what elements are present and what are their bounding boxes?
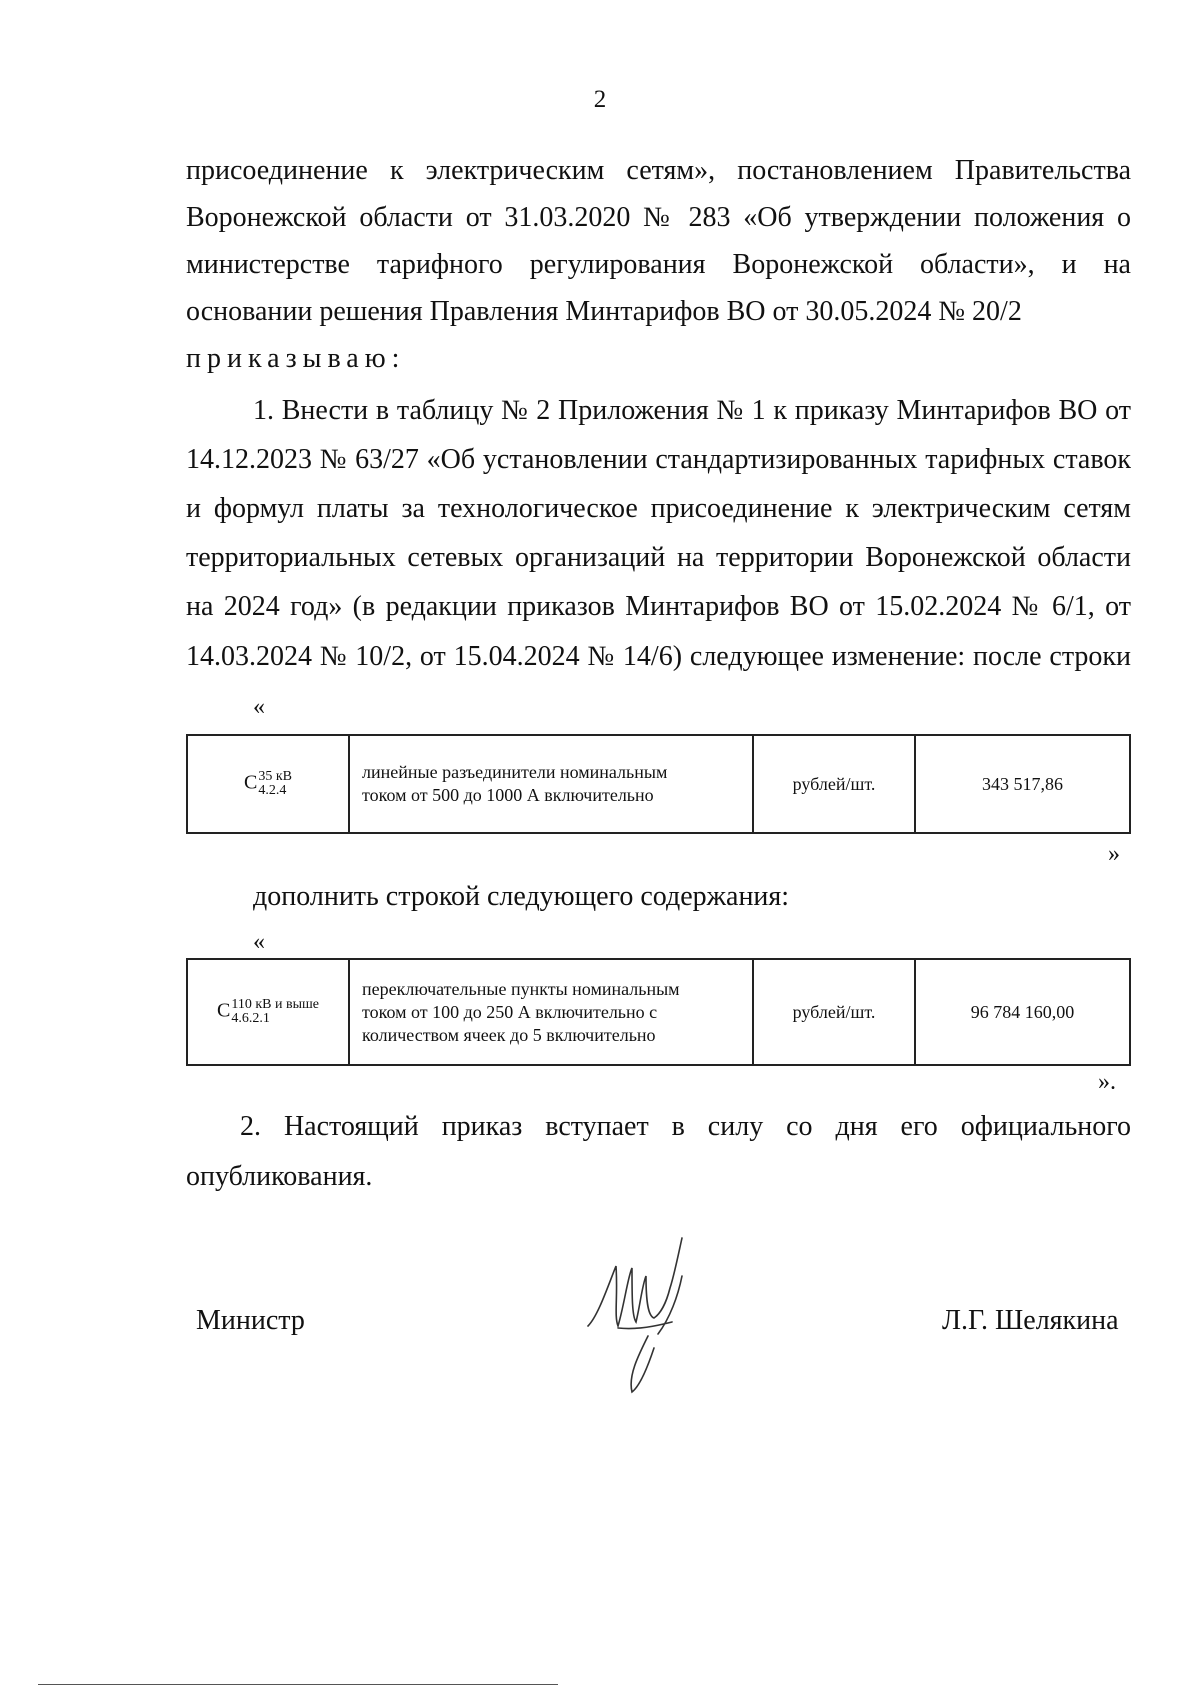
tariff-description [349, 959, 753, 1065]
signatory-name: Л.Г. Шелякина [942, 1305, 1119, 1336]
tariff-code [187, 959, 349, 1065]
item1-line-4: территориальных сетевых организаций на территории Воронежской области [186, 542, 1131, 573]
open-quote-2: « [253, 929, 265, 955]
signatory-title: Министр [196, 1305, 305, 1336]
tariff-unit: рублей/шт. [753, 735, 915, 833]
item1-line-3: и формул платы за технологическое присоединение к электрическим сетям [186, 493, 1131, 524]
item2-line-1: 2. Настоящий приказ вступает в силу со дня его официального [240, 1111, 1131, 1142]
table-row [187, 959, 1130, 1065]
tariff-unit: рублей/шт. [753, 959, 915, 1065]
page-number: 2 [593, 86, 607, 113]
open-quote-1: « [253, 694, 265, 720]
item1-line-6: 14.03.2024 № 10/2, от 15.04.2024 № 14/6) следующее изменение: после строки [186, 641, 1131, 672]
intro-line-2: Воронежской области от 31.03.2020 № 283 «Об утверждении положения о [186, 202, 1131, 233]
order-word: приказываю: [186, 343, 406, 374]
tariff-value: 96 784 160,00 [915, 959, 1130, 1065]
intro-line-4: основании решения Правления Минтарифов ВО от 30.05.2024 № 20/2 [186, 296, 1022, 327]
code-subscript: 4.6.2.1 [231, 1011, 270, 1026]
supplement-text: дополнить строкой следующего содержания: [253, 881, 790, 912]
intro-line-1: присоединение к электрическим сетям», постановлением Правительства [186, 155, 1131, 186]
code-superscript: 35 кВ [258, 769, 292, 784]
code-base: C [217, 999, 231, 1022]
tariff-description [349, 735, 753, 833]
description-line: количеством ячеек до 5 включительно [362, 1024, 656, 1045]
bottom-divider [38, 1684, 558, 1685]
signature-image [578, 1226, 728, 1396]
close-quote-1: » [1108, 841, 1120, 867]
tariff-value: 343 517,86 [915, 735, 1130, 833]
item2-line-2: опубликования. [186, 1161, 373, 1192]
code-superscript: 110 кВ и выше [231, 997, 319, 1012]
tariff-code [187, 735, 349, 833]
item1-line-5: на 2024 год» (в редакции приказов Минтарифов ВО от 15.02.2024 № 6/1, от [186, 591, 1131, 622]
table-row [187, 735, 1130, 833]
code-subscript: 4.2.4 [258, 783, 287, 798]
description-line: линейные разъединители номинальным [362, 762, 668, 782]
code-base: C [244, 771, 258, 794]
description-line: током от 500 до 1000 А включительно [362, 785, 654, 805]
intro-line-3: министерстве тарифного регулирования Воронежской области», и на [186, 249, 1131, 280]
item1-line-1: 1. Внести в таблицу № 2 Приложения № 1 к приказу Минтарифов ВО от [253, 395, 1131, 426]
item1-line-2: 14.12.2023 № 63/27 «Об установлении стандартизированных тарифных ставок [186, 444, 1131, 475]
tariff-table-new [186, 958, 1131, 1066]
tariff-table-existing [186, 734, 1131, 834]
description-line: переключательные пункты номинальным [362, 978, 680, 999]
close-quote-2: ». [1098, 1069, 1116, 1095]
description-line: током от 100 до 250 А включительно с [362, 1001, 658, 1022]
